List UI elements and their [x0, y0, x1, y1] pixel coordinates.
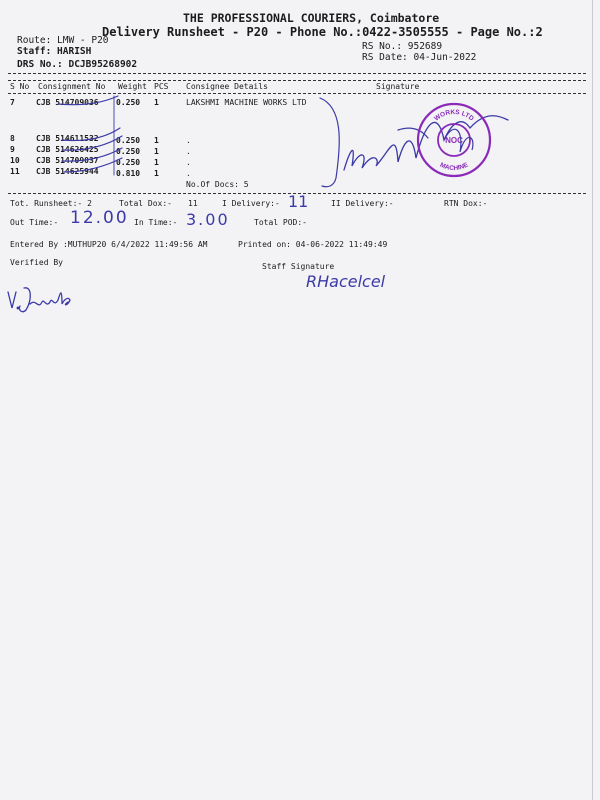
svg-text:WORKS LTD — [433, 109, 475, 123]
row-pcs: 1 — [154, 158, 159, 167]
row-sno: 9 — [10, 145, 15, 154]
drs-number: DRS No.: DCJB95268902 — [17, 59, 138, 70]
pen-marks — [0, 0, 600, 330]
in-time-handwritten: 3.00 — [186, 210, 230, 229]
rtn-dox-label: RTN Dox:- — [444, 199, 488, 208]
row-sno: 8 — [10, 134, 15, 143]
total-dox-label: Total Dox:- — [119, 199, 172, 208]
staff-signature-label: Staff Signature — [262, 262, 335, 271]
rs-date: RS Date: 04-Jun-2022 — [362, 52, 477, 63]
stamp-center-text: NOC — [445, 136, 463, 145]
row-sno: 10 — [10, 156, 20, 165]
in-time-label: In Time:- — [134, 218, 178, 227]
row-weight: 0.250 — [116, 158, 141, 167]
route-label: Route: LMW - P20 — [17, 35, 109, 46]
verified-by-label: Verified By — [10, 258, 63, 267]
col-header-sno: S No — [10, 82, 30, 91]
row-weight: 0.250 — [116, 136, 141, 145]
row-pcs: 1 — [154, 169, 159, 178]
row-weight: 0.250 — [116, 98, 141, 107]
total-pod-label: Total POD:- — [254, 218, 307, 227]
runsheet-title: Delivery Runsheet - P20 - Phone No.:0422-3505555 - Page No.:2 — [102, 25, 543, 39]
out-time-handwritten: 12.00 — [70, 208, 129, 228]
i-delivery-handwritten: 11 — [288, 192, 309, 211]
row-pcs: 1 — [154, 98, 159, 107]
row-sno: 11 — [10, 167, 20, 176]
tot-runsheet: Tot. Runsheet:- 2 — [10, 199, 92, 208]
ii-delivery-label: II Delivery:- — [331, 199, 394, 208]
row-consignee: . — [186, 136, 191, 145]
company-title: THE PROFESSIONAL COURIERS, Coimbatore — [183, 11, 440, 25]
entered-by: Entered By :MUTHUP20 6/4/2022 11:49:56 AM — [10, 240, 208, 249]
row-consignment: CJB 514709036 — [36, 98, 99, 107]
svg-text:MACHINE — [439, 161, 470, 172]
row-consignee: LAKSHMI MACHINE WORKS LTD — [186, 98, 307, 107]
row-weight: 0.250 — [116, 147, 141, 156]
out-time-label: Out Time:- — [10, 218, 59, 227]
stamp-bottom-text: MACHINE — [438, 161, 470, 173]
no-of-docs: No.Of Docs: 5 — [186, 180, 249, 189]
verifier-signature — [2, 280, 82, 320]
col-header-consignment: Consignment No — [38, 82, 106, 91]
row-pcs: 1 — [154, 147, 159, 156]
row-consignment: CJB 514611532 — [36, 134, 99, 143]
company-stamp — [414, 100, 494, 180]
col-header-consignee: Consignee Details — [186, 82, 268, 91]
row-consignment: CJB 514625944 — [36, 167, 99, 176]
total-dox-value: 11 — [188, 199, 198, 208]
staff-signature-handwritten: RHacelcel — [306, 272, 386, 291]
col-header-weight: Weight — [118, 82, 147, 91]
rs-number: RS No.: 952689 — [362, 41, 443, 52]
col-header-pcs: PCS — [154, 82, 169, 91]
row-consignee: . — [186, 147, 191, 156]
stamp-top-text: WORKS LTD — [433, 108, 475, 123]
row-weight: 0.810 — [116, 169, 141, 178]
row-consignee: . — [186, 169, 191, 178]
i-delivery-label: I Delivery:- — [222, 199, 280, 208]
row-consignment: CJB 514709037 — [36, 156, 99, 165]
col-header-signature: Signature — [376, 82, 420, 91]
row-consignment: CJB 514626425 — [36, 145, 99, 154]
row-consignee: . — [186, 158, 191, 167]
row-sno: 7 — [10, 98, 15, 107]
printed-on: Printed on: 04-06-2022 11:49:49 — [238, 240, 388, 249]
row-pcs: 1 — [154, 136, 159, 145]
staff-label: Staff: HARISH — [17, 46, 92, 57]
